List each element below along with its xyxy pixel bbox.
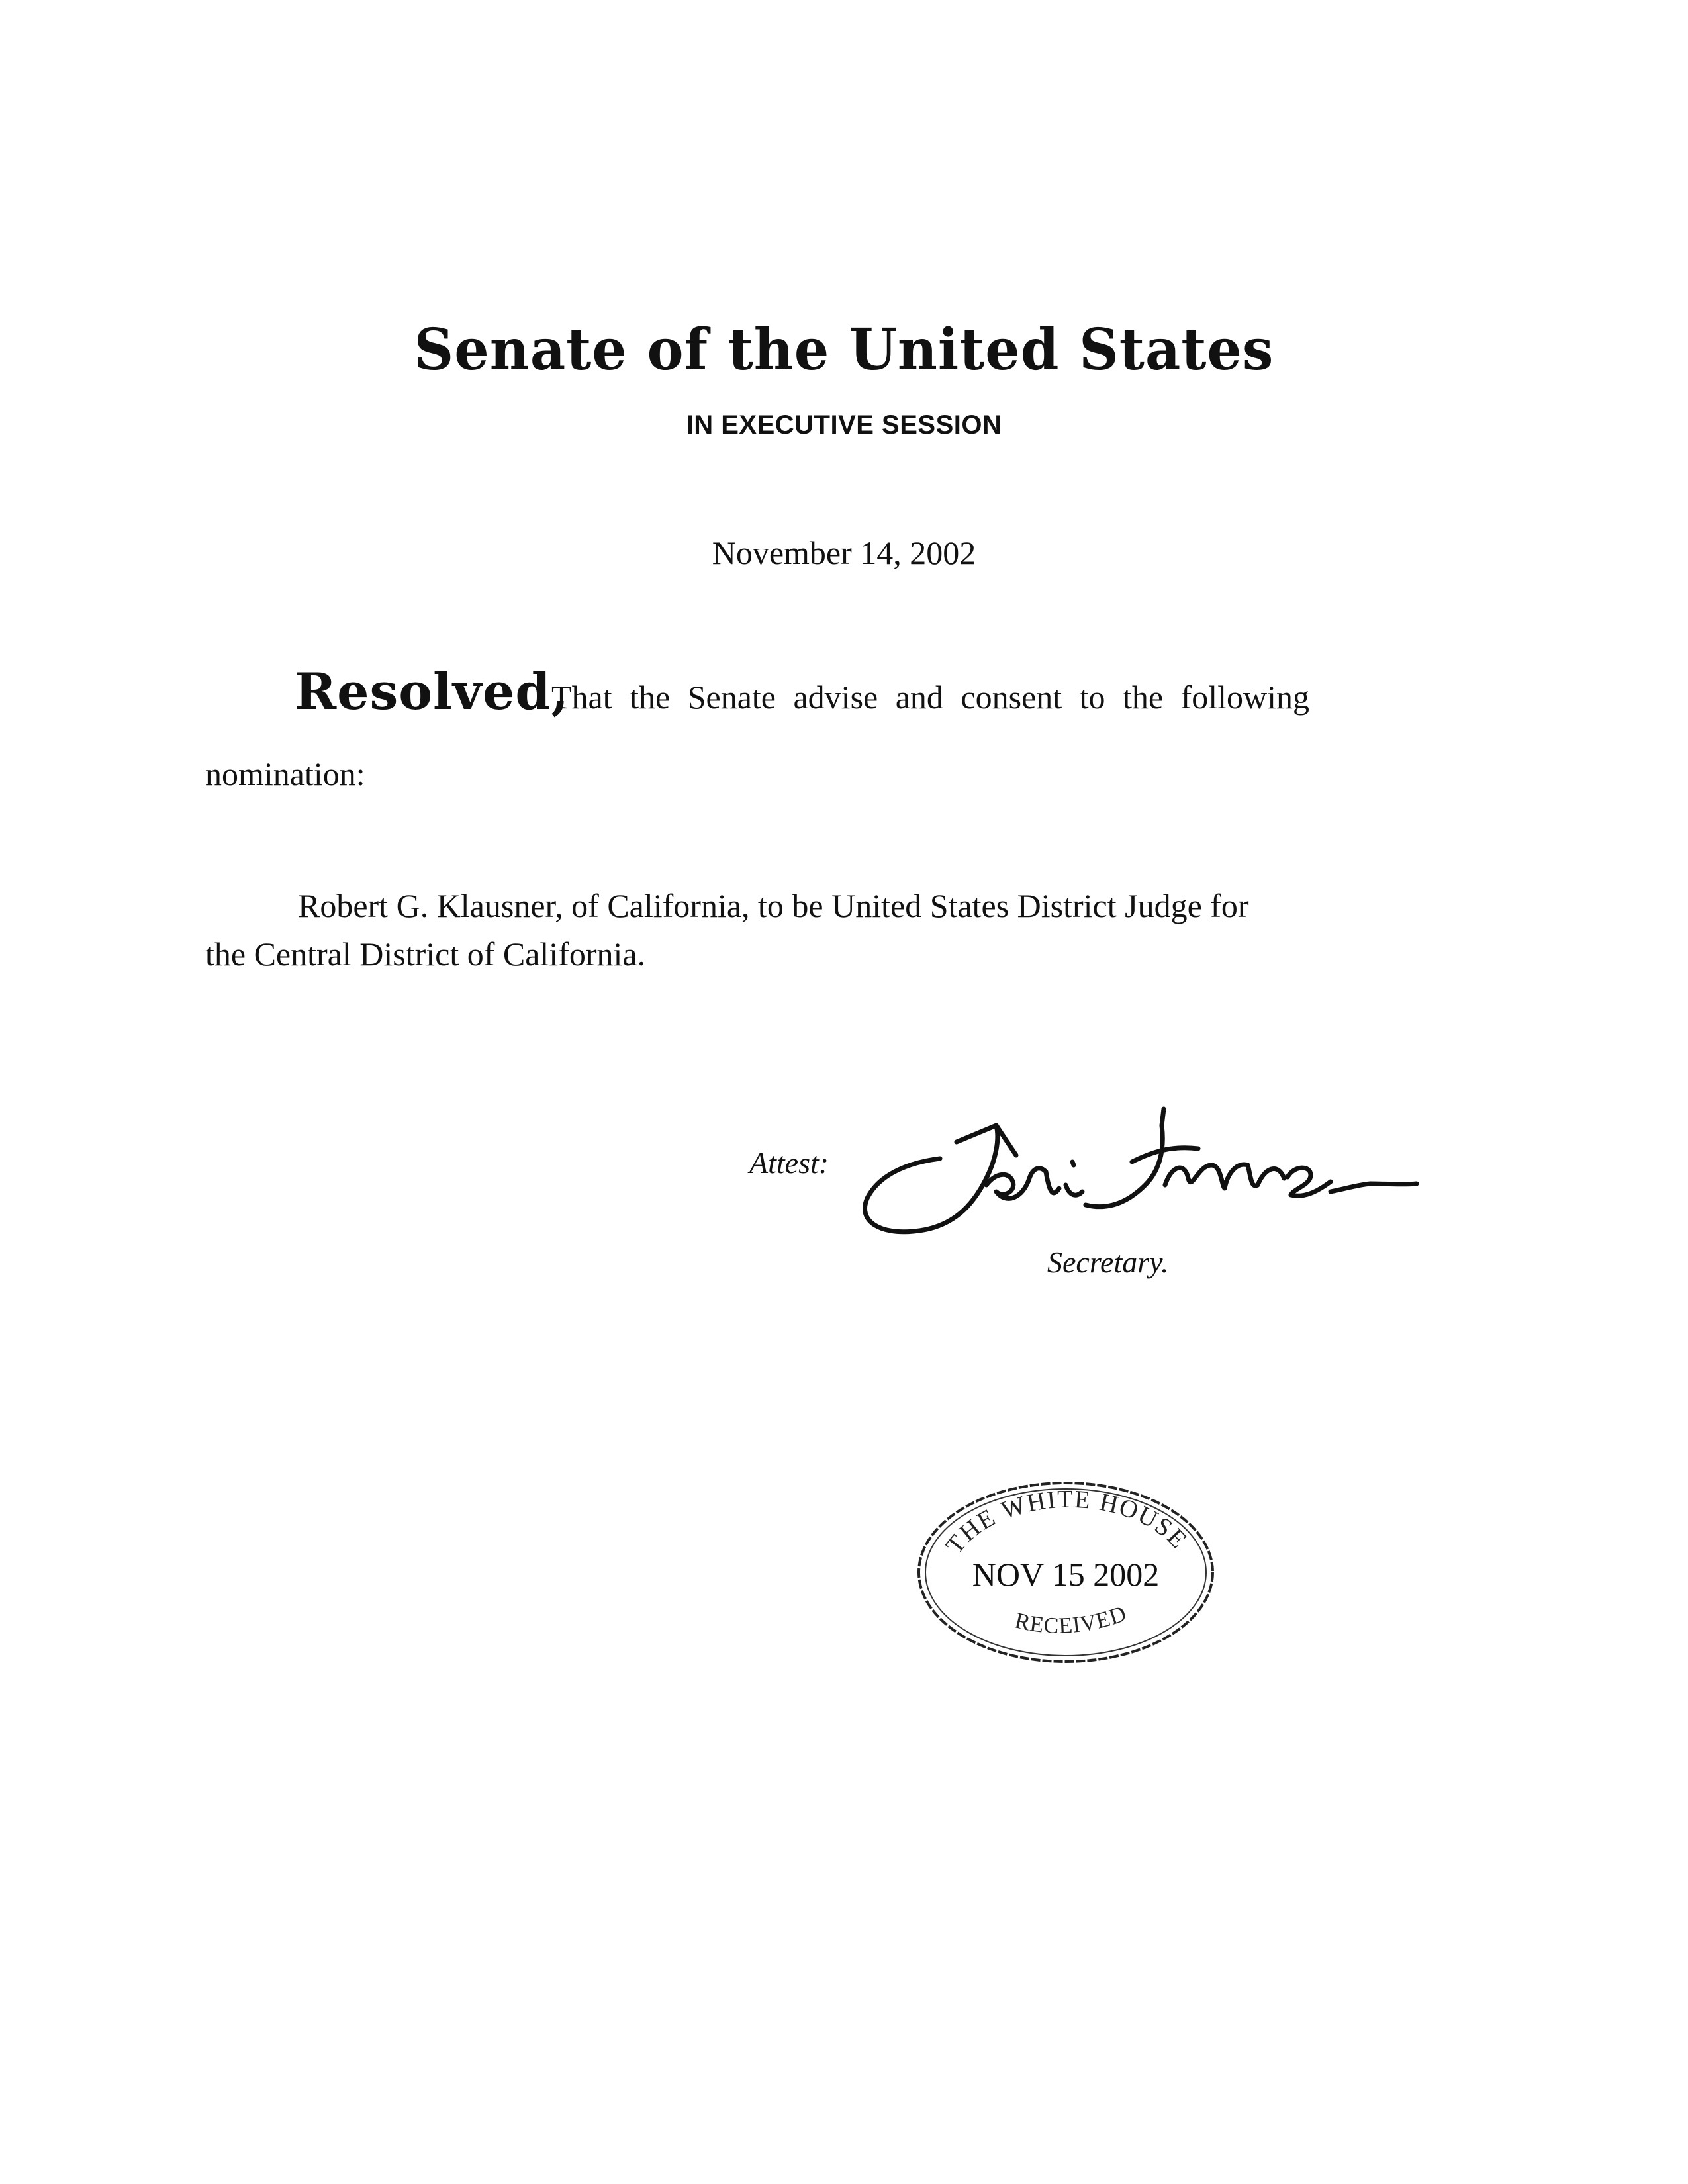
- nomination-paragraph: [205, 882, 1410, 978]
- stamp-bottom-text: RECEIVED: [1012, 1601, 1130, 1638]
- nomination-line-2: the Central District of California.: [205, 935, 646, 973]
- resolution-text: That the Senate advise and consent to the following: [551, 679, 1310, 716]
- session-subtitle: IN EXECUTIVE SESSION: [686, 410, 1002, 440]
- document-date: November 14, 2002: [712, 534, 976, 571]
- signature: [854, 1099, 1423, 1251]
- stamp-date: NOV 15 2002: [972, 1556, 1160, 1593]
- attest-label: Attest:: [749, 1146, 829, 1180]
- resolution-text-continued: nomination:: [205, 755, 365, 792]
- white-house-received-stamp: [907, 1473, 1225, 1672]
- signer-title: Secretary.: [1047, 1245, 1169, 1279]
- resolved-heading: Resolved,: [295, 662, 569, 721]
- page-title: Senate of the United States: [414, 316, 1274, 383]
- nomination-line-1: Robert G. Klausner, of California, to be United States District Judge for: [298, 887, 1249, 924]
- stamp-top-text: THE WHITE HOUSE: [940, 1485, 1194, 1560]
